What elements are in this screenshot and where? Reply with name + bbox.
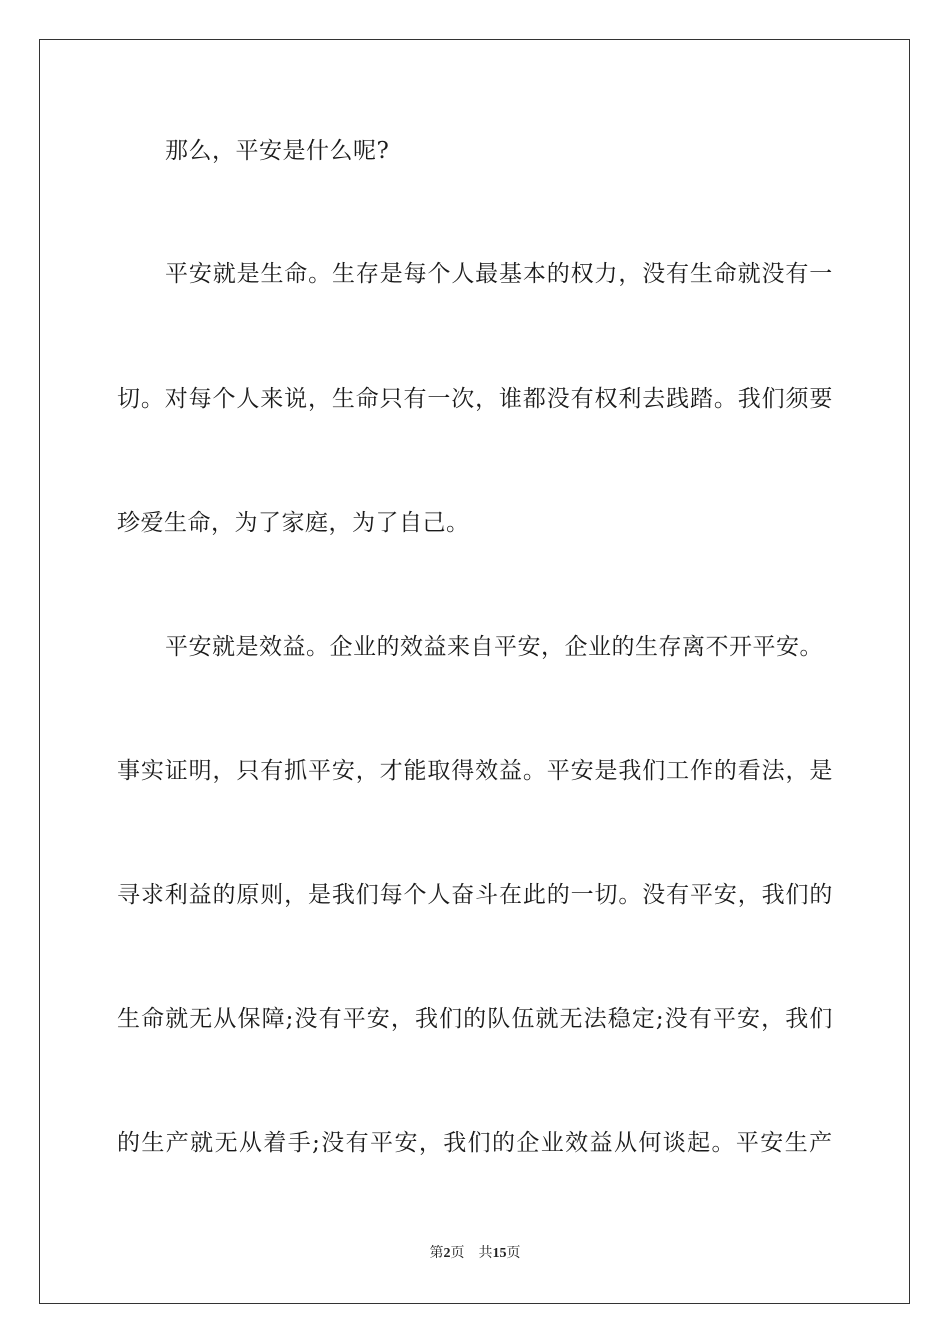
total-prefix: 共	[478, 1246, 493, 1261]
page-border	[39, 39, 910, 1304]
total-suffix: 页	[506, 1246, 521, 1261]
text-line-5: 平安就是效益。企业的效益来自平安，企业的生存离不开平安。	[165, 634, 823, 660]
page-footer	[0, 1244, 950, 1264]
text-line-3: 切 。 对 每 个 人 来 说 ， 生 命 只 有 一 次 ， 谁 都 没 有 权 利 去 践 踏 。 我 们 须 要	[117, 386, 833, 412]
text-line-4: 珍爱生命，为了家庭，为了自己。	[117, 510, 470, 536]
text-line-2: 平 安 就 是 生 命 。 生 存 是 每 个 人 最 基 本 的 权 力 ， 没 有 生 命 就 没 有 一	[165, 261, 833, 287]
total-pages-number: 15	[492, 1246, 507, 1261]
text-line-9: 的 生 产 就 无 从 着 手 ; 没 有 平 安 ， 我 们 的 企 业 效 益 从 何 谈 起 。 平 安 生 产	[117, 1130, 833, 1156]
text-line-8: 生 命 就 无 从 保 障 ; 没 有 平 安 ， 我 们 的 队 伍 就 无 法 稳 定 ; 没 有 平 安 ， 我 们	[117, 1006, 833, 1032]
text-line-1: 那么，平安是什么呢?	[165, 138, 390, 164]
page-prefix: 第	[429, 1246, 444, 1261]
page-suffix: 页	[450, 1246, 465, 1261]
text-line-6: 事 实 证 明 ， 只 有 抓 平 安 ， 才 能 取 得 效 益 。 平 安 是 我 们 工 作 的 看 法 ， 是	[117, 758, 833, 784]
text-line-7: 寻 求 利 益 的 原 则 ， 是 我 们 每 个 人 奋 斗 在 此 的 一 切 。 没 有 平 安 ， 我 们 的	[117, 882, 833, 908]
current-page-number: 2	[443, 1246, 451, 1261]
